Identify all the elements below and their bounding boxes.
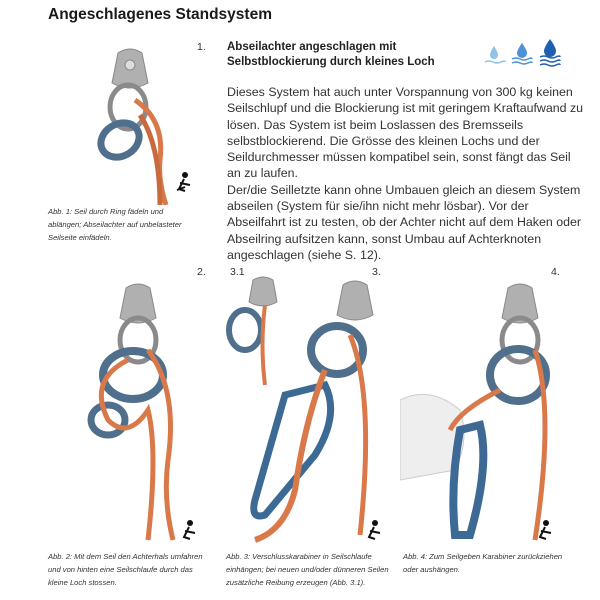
water-level-high-icon (540, 39, 560, 66)
abseil-person-icon (184, 520, 195, 539)
step-2-number: 2. (197, 266, 206, 278)
step-4-number: 4. (551, 266, 560, 278)
page-title: Angeschlagenes Standsystem (48, 6, 272, 23)
figure-4-caption: Abb. 4: Zum Seilgeben Karabiner zurückziehen oder aushängen. (403, 552, 563, 574)
step-3-number: 3. (372, 266, 381, 278)
abseil-person-icon (369, 520, 380, 539)
abseil-person-icon (540, 520, 551, 539)
step-1-heading: Abseilachter angeschlagen mit Selbstblockierung durch kleines Loch (227, 41, 435, 68)
figure-3-image (225, 275, 393, 545)
figure-4-image (400, 280, 572, 545)
figure-3-caption: Abb. 3: Verschlusskarabiner in Seilschlaufe einhängen; bei neuen und/oder dünneren Seilen zusätzliche Reibung erzeugen (Abb. 3.1). (226, 552, 389, 587)
figure-2-caption: Abb. 2: Mit dem Seil den Achterhals umfahren und von hinten eine Seilschlaufe durch das kleine Loch stossen. (48, 552, 203, 587)
step-1-number: 1. (197, 41, 206, 53)
figure-1-image (80, 45, 200, 205)
figure-1-caption: Abb. 1: Seil durch Ring fädeln und ablängen; Abseilachter auf unbelasteter Seilseite einfädeln. (48, 207, 182, 242)
figure-2-image (48, 280, 213, 545)
abseil-person-icon (177, 172, 190, 191)
water-level-low-icon (485, 46, 505, 63)
water-level-medium-icon (512, 43, 532, 64)
step-3-1-number: 3.1 (230, 266, 245, 278)
paragraph: Dieses System hat auch unter Vorspannung von 300 kg keinen Seilschlupf und die Blockierung ist mit geringem Kraftaufwand zu lösen. Das System ist beim Loslassen des Bremsseils selbstblockierend. Die Grösse des kleinen Lochs und der Seildurchmesser müssen kompatibel sein, sonst fängt das Seil an zu laufen. (227, 85, 584, 181)
step-1-body (227, 84, 587, 263)
difficulty-indicator (484, 38, 564, 68)
paragraph: Der/die Seilletzte kann ohne Umbauen gleich an diesem System abseilen (System für sie/ihn nicht mehr lösbar). Vor der Abseilfahrt ist zu testen, ob der Achter nicht auf dem Haken oder Abseilring aufsitzen kann, sonst Umbau auf Achterknoten angeschlagen (siehe S. 12). (227, 182, 582, 262)
